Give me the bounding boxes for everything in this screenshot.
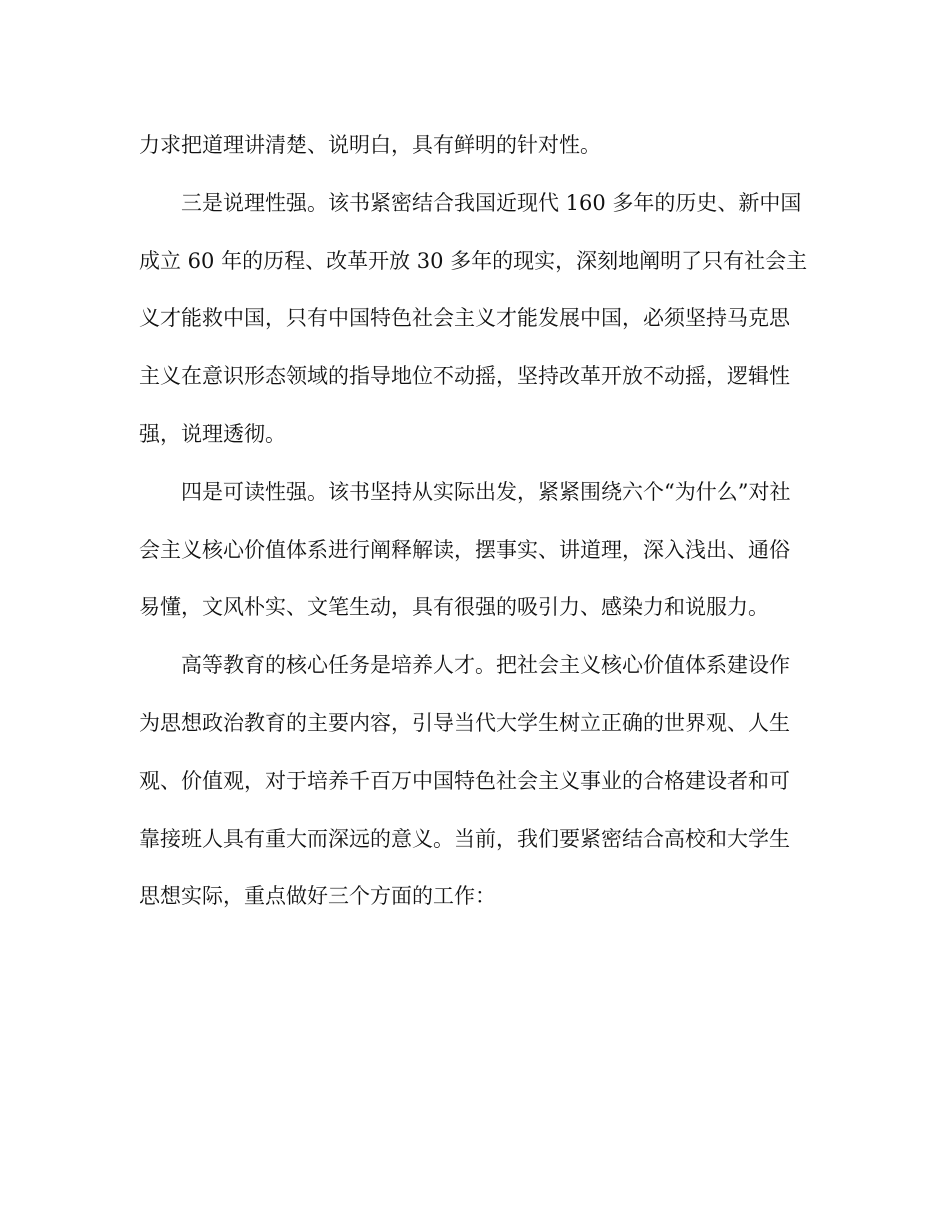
text-line: 易懂，文风朴实、文笔生动，具有很强的吸引力、感染力和说服力。 [139, 595, 769, 620]
body-text [139, 117, 815, 926]
text-line: 四是可读性强。该书坚持从实际出发，紧紧围绕六个“为什么”对社 [181, 479, 791, 504]
text-line: 会主义核心价值体系进行阐释解读，摆事实、讲道理，深入浅出、通俗 [139, 537, 790, 562]
text-line: 三是说理性强。该书紧密结合我国近现代 160 多年的历史、新中国 [181, 190, 802, 215]
text-line: 义才能救中国，只有中国特色社会主义才能发展中国，必须坚持马克思 [139, 306, 790, 331]
text-line: 为思想政治教育的主要内容，引导当代大学生树立正确的世界观、人生 [139, 710, 790, 735]
text-line: 成立 60 年的历程、改革开放 30 多年的现实，深刻地阐明了只有社会主 [139, 248, 808, 273]
text-line: 主义在意识形态领域的指导地位不动摇，坚持改革开放不动摇，逻辑性 [139, 364, 790, 389]
text-line: 思想实际，重点做好三个方面的工作： [139, 884, 496, 909]
text-line: 靠接班人具有重大而深远的意义。当前，我们要紧密结合高校和大学生 [139, 826, 790, 851]
text-line: 高等教育的核心任务是培养人才。把社会主义核心价值体系建设作 [181, 653, 790, 678]
text-line: 力求把道理讲清楚、说明白，具有鲜明的针对性。 [139, 133, 601, 157]
text-line: 观、价值观，对于培养千百万中国特色社会主义事业的合格建设者和可 [139, 768, 790, 793]
text-line: 强，说理透彻。 [139, 421, 286, 446]
